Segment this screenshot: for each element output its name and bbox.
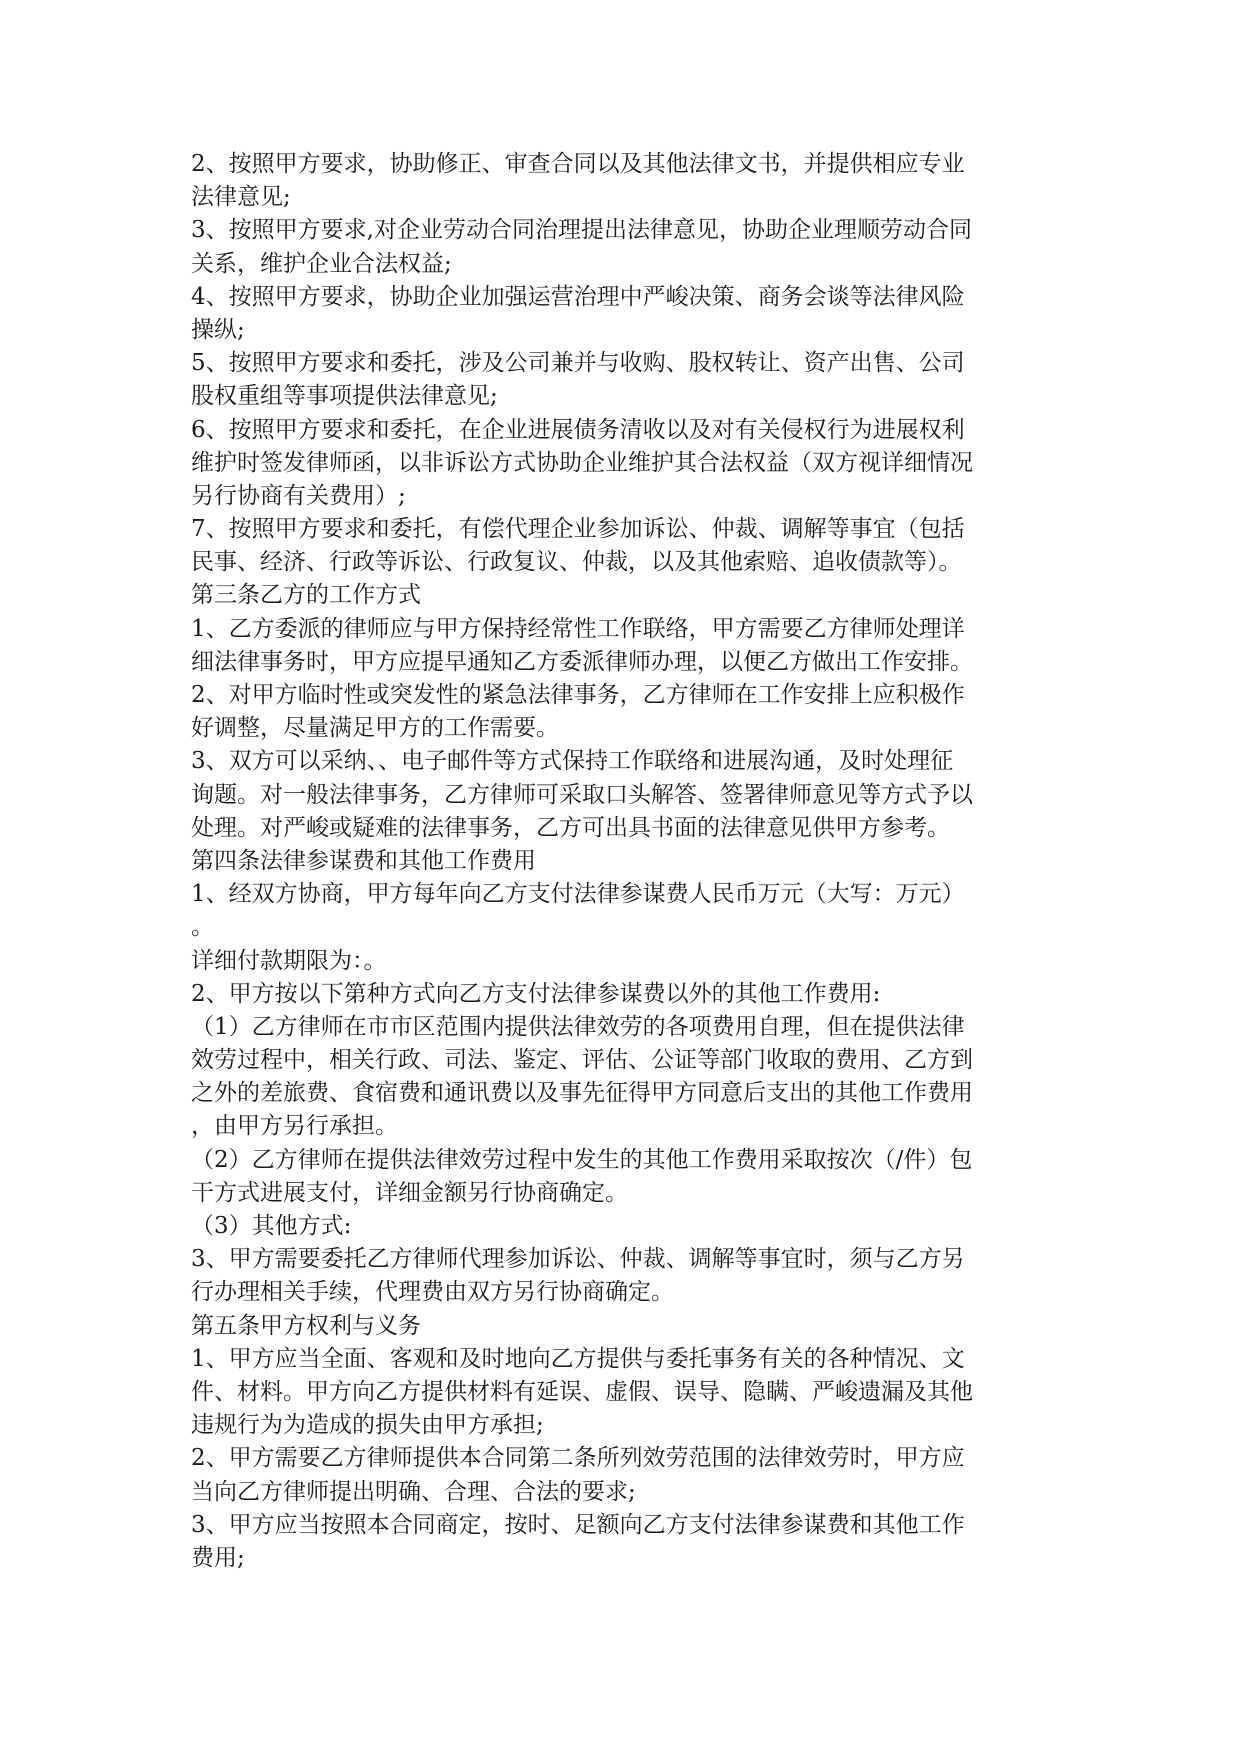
text-line: 3、甲方应当按照本合同商定，按时、足额向乙方支付法律参谋费和其他工作 <box>191 1511 965 1538</box>
text-line: 民事、经济、行政等诉讼、行政复议、仲裁，以及其他索赔、追收债款等）。 <box>191 549 962 576</box>
text-line: 2、甲方按以下第种方式向乙方支付法律参谋费以外的其他工作费用: <box>191 980 881 1007</box>
text-line: ，由甲方另行承担。 <box>191 1113 398 1140</box>
text-line: 1、经双方协商，甲方每年向乙方支付法律参谋费人民币万元（大写：万元） <box>191 881 965 908</box>
text-line: 第四条法律参谋费和其他工作费用 <box>191 847 536 874</box>
text-line: （3）其他方式: <box>191 1213 352 1239</box>
text-line: 效劳过程中，相关行政、司法、鉴定、评估、公证等部门收取的费用、乙方到 <box>191 1047 973 1074</box>
text-line: 1、甲方应当全面、客观和及时地向乙方提供与委托事务有关的各种情况、文 <box>191 1345 965 1372</box>
text-line: 。 <box>191 914 214 941</box>
text-line: 处理。对严峻或疑难的法律事务，乙方可出具书面的法律意见供甲方参考。 <box>191 814 950 841</box>
text-line: 3、双方可以采纳、、电子邮件等方式保持工作联络和进展沟通，及时处理征 <box>191 748 954 775</box>
text-line: 好调整，尽量满足甲方的工作需要。 <box>191 715 559 742</box>
text-line: 干方式进展支付，详细金额另行协商确定。 <box>191 1179 628 1206</box>
text-line: （2）乙方律师在提供法律效劳过程中发生的其他工作费用采取按次（/件）包 <box>191 1146 973 1173</box>
text-line: 3、甲方需要委托乙方律师代理参加诉讼、仲裁、调解等事宜时，须与乙方另 <box>191 1246 965 1273</box>
text-line: 股权重组等事项提供法律意见; <box>191 383 498 410</box>
text-line: 2、对甲方临时性或突发性的紧急法律事务，乙方律师在工作安排上应积极作 <box>191 682 965 708</box>
text-line: 操纵; <box>191 316 245 343</box>
text-line: 当向乙方律师提出明确、合理、合法的要求; <box>191 1478 636 1505</box>
text-line: 详细付款期限为：。 <box>191 947 387 974</box>
text-line: 行办理相关手续，代理费由双方另行协商确定。 <box>191 1279 674 1306</box>
text-line: 另行协商有关费用）; <box>191 482 406 509</box>
text-line: 费用; <box>191 1544 245 1571</box>
text-line: 件、材料。甲方向乙方提供材料有延误、虚假、误导、隐瞒、严峻遗漏及其他 <box>191 1378 973 1405</box>
text-line: 第三条乙方的工作方式 <box>191 582 421 609</box>
text-line: 细法律事务时，甲方应提早通知乙方委派律师办理，以便乙方做出工作安排。 <box>191 648 973 675</box>
text-line: 4、按照甲方要求，协助企业加强运营治理中严峻决策、商务会谈等法律风险 <box>191 283 965 310</box>
text-line: 5、按照甲方要求和委托，涉及公司兼并与收购、股权转让、资产出售、公司 <box>191 350 965 377</box>
text-line: 询题。对一般法律事务，乙方律师可采取口头解答、签署律师意见等方式予以 <box>191 781 973 808</box>
text-line: 6、按照甲方要求和委托，在企业进展债务清收以及对有关侵权行为进展权利 <box>191 416 965 443</box>
text-line: 7、按照甲方要求和委托，有偿代理企业参加诉讼、仲裁、调解等事宜（包括 <box>191 516 965 543</box>
text-line: 违规行为为造成的损失由甲方承担; <box>191 1412 544 1439</box>
text-line: 维护时签发律师函，以非诉讼方式协助企业维护其合法权益（双方视详细情况 <box>191 449 973 476</box>
text-line: （1）乙方律师在市市区范围内提供法律效劳的各项费用自理，但在提供法律 <box>191 1013 965 1040</box>
document-body <box>191 148 1041 1575</box>
text-line: 第五条甲方权利与义务 <box>191 1312 421 1339</box>
text-line: 关系，维护企业合法权益; <box>191 250 452 277</box>
text-line: 3、按照甲方要求,对企业劳动合同治理提出法律意见，协助企业理顺劳动合同 <box>191 217 972 244</box>
text-line: 2、按照甲方要求，协助修正、审查合同以及其他法律文书，并提供相应专业 <box>191 151 965 177</box>
text-line: 1、乙方委派的律师应与甲方保持经常性工作联络，甲方需要乙方律师处理详 <box>191 615 965 642</box>
text-line: 2、甲方需要乙方律师提供本合同第二条所列效劳范围的法律效劳时，甲方应 <box>191 1445 965 1472</box>
text-line: 之外的差旅费、食宿费和通讯费以及事先征得甲方同意后支出的其他工作费用 <box>191 1080 973 1107</box>
text-line: 法律意见; <box>191 184 291 211</box>
